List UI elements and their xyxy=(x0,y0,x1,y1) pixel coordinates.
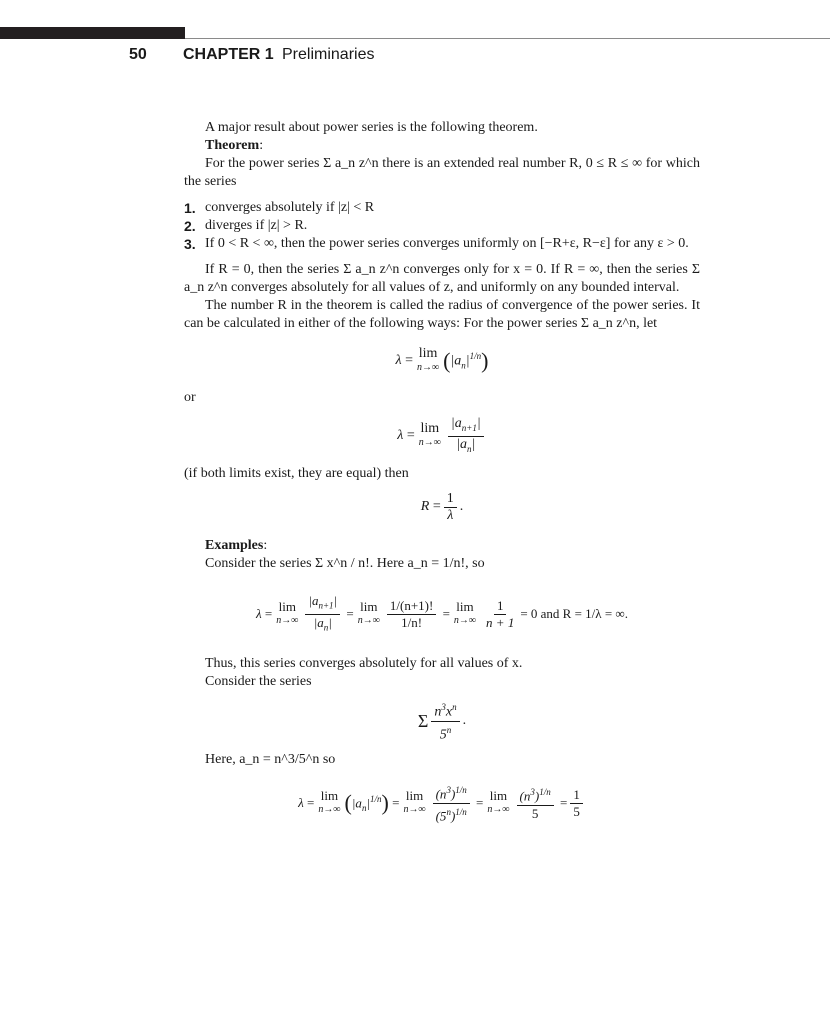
page-number: 50 xyxy=(129,46,147,63)
page-body xyxy=(184,119,700,837)
intro-text: A major result about power series is the following theorem. xyxy=(205,120,538,135)
paragraph-radius: The number R in the theorem is called the radius of convergence of the power series. It can be calculated in either of the following ways: For the power series Σ a_n z^n, let xyxy=(184,298,700,331)
here-text: Here, a_n = n^3/5^n so xyxy=(205,752,336,767)
example1-result: = 0 and R = 1/λ = ∞. xyxy=(520,606,628,621)
theorem-heading: Theorem: xyxy=(205,138,264,153)
or-text: or xyxy=(184,390,196,405)
thus-text: Thus, this series converges absolutely for all values of x. xyxy=(205,656,523,671)
theorem-list xyxy=(184,199,700,253)
header-rule xyxy=(185,38,830,39)
equation-example1: λ = lim n→∞ $\frac{|a_{n+1}|}{|a_n|}$ = lim n→∞ $\frac{1/(n+1)!}{1/n!}$ = lim n→∞ $\frac{1}{n + 1}$ = 0 and R = 1/λ = ∞. xyxy=(256,592,628,633)
examples-label: Examples xyxy=(205,538,264,553)
running-header xyxy=(0,46,830,68)
chapter-title: Preliminaries xyxy=(282,46,375,63)
equation-ratio-test: λ = lim n→∞ $\frac{|a_{n+1}|}{|a_n|}$ xyxy=(184,411,700,461)
list-item: 1. converges absolutely if |z| < R xyxy=(184,200,375,216)
equation-radius: R = $\frac{1}{\lambda}$ . xyxy=(420,490,464,523)
theorem-label: Theorem xyxy=(205,138,260,153)
consider-text: Consider the series xyxy=(205,674,312,689)
list-item: 2. diverges if |z| > R. xyxy=(184,218,308,234)
theorem-text: For the power series Σ a_n z^n there is an extended real number R, 0 ≤ R ≤ ∞ for which the series xyxy=(184,156,700,189)
examples-heading: Examples: xyxy=(205,538,268,553)
if-both-text: (if both limits exist, they are equal) then xyxy=(184,466,409,481)
paragraph-r-cases: If R = 0, then the series Σ a_n z^n converges only for x = 0. If R = ∞, then the series Σ a_n z^n converges absolutely for all values of z, and uniformly on any bounded interval. xyxy=(184,262,700,295)
list-item: 3. If 0 < R < ∞, then the power series converges uniformly on [−R+ε, R−ε] for any ε > 0. xyxy=(184,236,689,252)
equation-root-test: λ = lim n→∞ ( $|a_n|^{1/n}$ ) xyxy=(395,346,489,373)
equation-example2: λ = lim n→∞ ( $|a_n|^{1/n}$ ) = lim n→∞ $\frac{(n^3)^{1/n}}{(5^n)^{1/n}}$ = lim n→∞ $\frac{(n^3)^{1/n}}{5}$ = $\frac{1}{5}$ xyxy=(184,773,700,833)
chapter-label: CHAPTER 1 xyxy=(183,46,274,63)
example1-intro: Consider the series Σ x^n / n!. Here a_n = 1/n!, so xyxy=(205,556,485,571)
header-bar xyxy=(0,27,185,39)
equation-series2: Σ $\frac{n^3x^n}{5^n}$ . xyxy=(184,695,700,747)
